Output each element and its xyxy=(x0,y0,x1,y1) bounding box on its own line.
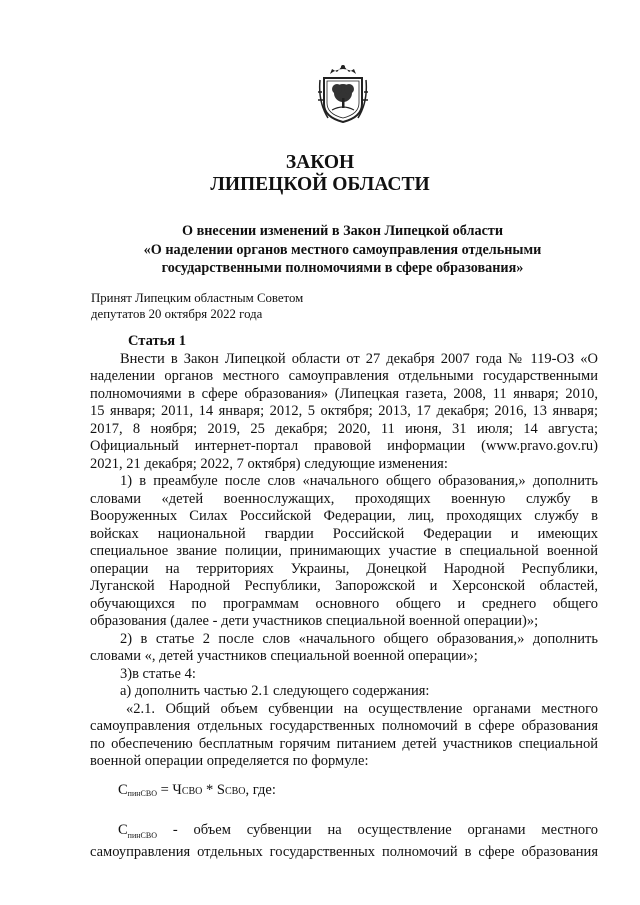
paragraph-line: Луганской Народной Республики, Запорожской и Херсонской областей, xyxy=(90,578,598,594)
paragraph-line: 2021, 21 декабря; 2022, 7 октября) следующие изменения: xyxy=(90,455,448,472)
formula-tail: , где: xyxy=(245,782,276,798)
adoption-line: Принят Липецким областным Советом xyxy=(91,291,304,305)
paragraph-line: словами «детей военнослужащих, проходящих военную службу в xyxy=(90,490,598,507)
definition-block xyxy=(90,822,598,862)
paragraph-line: 1) в преамбуле после слов «начального общего образования,» дополнить xyxy=(120,473,598,489)
paragraph-line: словами «, детей участников специальной военной операции»; xyxy=(90,648,478,664)
paragraph-line: военной операции определяется по формуле: xyxy=(90,753,369,769)
paragraph-line: по обеспечению бесплатным горячим питанием детей участников специальной xyxy=(90,735,598,752)
paragraph-line: 3)в статье 4: xyxy=(120,665,196,682)
definition-line: самоуправления отдельных государственных полномочий в сфере образования xyxy=(90,844,598,861)
adoption-note xyxy=(91,290,303,322)
paragraph-line: войсках национальной гвардии Российской Федерации и имеющих xyxy=(90,525,598,542)
paragraph-line: специальное звание полиции, принимающих участие в специальной военной xyxy=(90,543,598,559)
paragraph-line: образования (далее - дети участников специальной военной операции)»; xyxy=(90,613,539,629)
definition-text: - объем субвенции на осуществление органами местного xyxy=(156,822,598,838)
definition-line xyxy=(90,822,598,844)
definition-subscript: пинСВО xyxy=(127,830,157,840)
adoption-line: депутатов 20 октября 2022 года xyxy=(91,307,263,321)
formula-subscript: пинСВО xyxy=(127,789,157,798)
article-heading: Статья 1 xyxy=(128,333,186,349)
formula-symbol: C xyxy=(118,782,128,798)
paragraph-line: Внести в Закон Липецкой области от 27 декабря 2007 года № 119-ОЗ «О xyxy=(120,350,598,367)
paragraph-line: самоуправления отдельных государственных полномочий в сфере образования xyxy=(90,718,598,734)
paragraph-line: а) дополнить частью 2.1 следующего содержания: xyxy=(120,683,430,699)
formula-subscript: СВО xyxy=(181,786,203,797)
subtitle-line: государственными полномочиями в сфере образования» xyxy=(161,260,524,276)
paragraph-line: «2.1. Общий объем субвенции на осуществление органами местного xyxy=(126,700,598,717)
formula-subscript: СВО xyxy=(224,786,246,797)
subtitle-line: О внесении изменений в Закон Липецкой области xyxy=(181,223,504,239)
paragraph-line: Вооруженных Силах Российской Федерации, лиц, проходящих службу в xyxy=(90,508,598,524)
paragraph-line: наделении органов местного самоуправления отдельными государственными xyxy=(90,368,598,384)
paragraph-line: 15 января; 2011, 14 января; 2012, 5 октября; 2013, 17 декабря; 2016, 13 января; xyxy=(90,403,598,419)
paragraph-line: полномочиями в сфере образования» (Липецкая газета, 2008, 11 января; 2010, xyxy=(90,385,598,402)
subtitle-line: «О наделении органов местного самоуправления отдельными xyxy=(143,241,542,258)
article-body xyxy=(90,333,598,771)
law-title: ЗАКОН xyxy=(285,152,355,173)
definition-symbol: C xyxy=(118,822,128,838)
paragraph-line: операции на территориях Украины, Донецкой Народной Республики, xyxy=(90,560,598,577)
formula-operator: = Ч xyxy=(156,782,182,798)
formula-operator: * S xyxy=(202,782,225,798)
coat-of-arms-emblem xyxy=(318,62,368,124)
law-subtitle xyxy=(90,222,595,278)
region-title: ЛИПЕЦКОЙ ОБЛАСТИ xyxy=(210,174,430,195)
paragraph-line: 2017, 8 ноября; 2019, 25 декабря; 2020, 11 июня, 31 июля; 14 августа; xyxy=(90,420,598,437)
paragraph-line: обучающихся по программам основного общего и среднего общего xyxy=(90,595,598,612)
paragraph-line: Официальный интернет-портал правовой информации (www.pravo.gov.ru) xyxy=(90,438,598,454)
paragraph-line: 2) в статье 2 после слов «начального общего образования,» дополнить xyxy=(120,630,598,647)
subsidy-formula xyxy=(118,782,276,799)
